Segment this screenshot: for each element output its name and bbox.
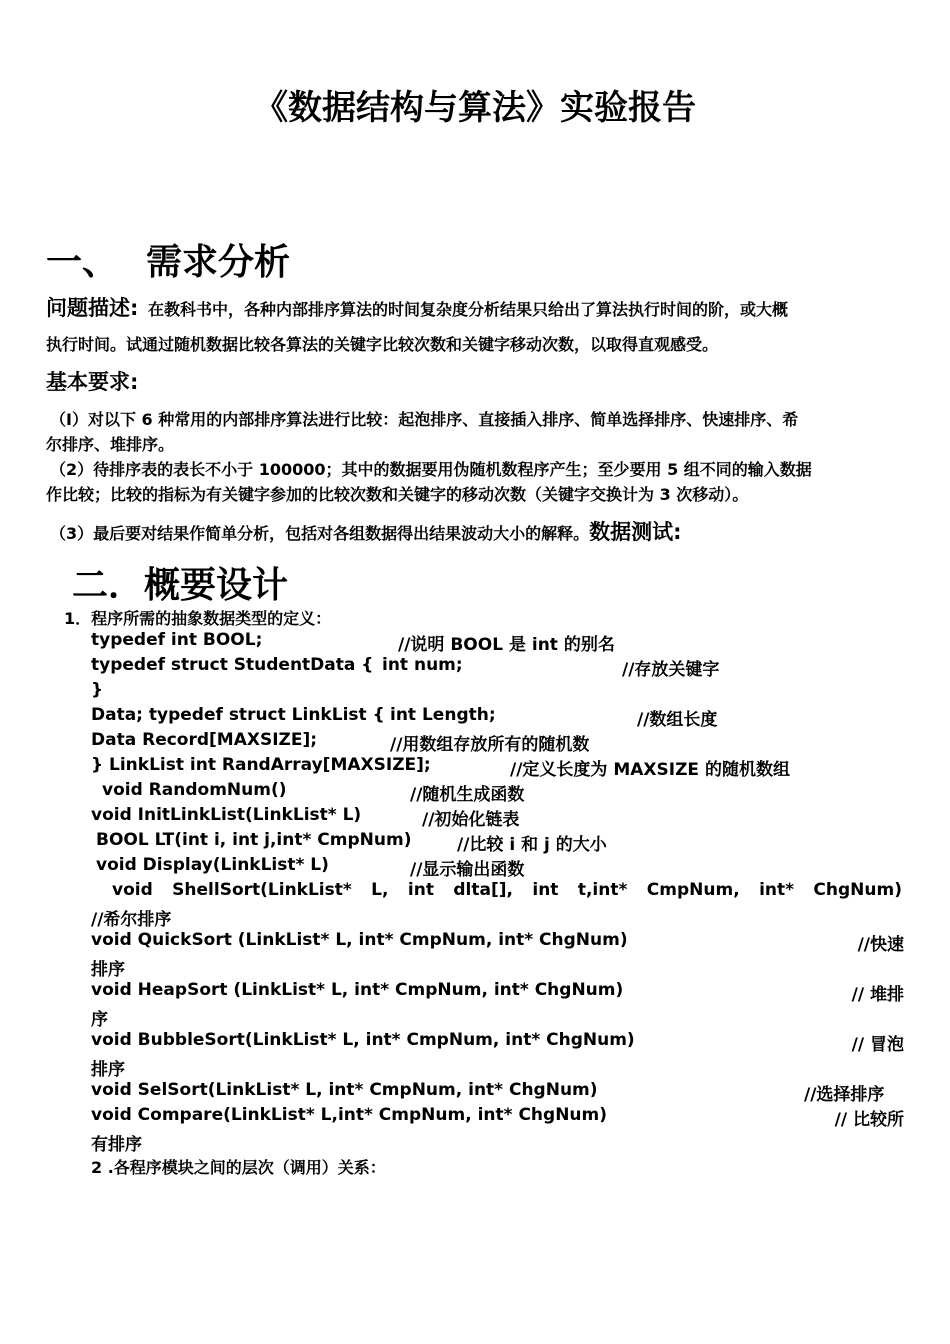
code-comment-10: //显示输出函数 bbox=[410, 860, 525, 880]
problem-label: 问题描述: bbox=[46, 296, 139, 320]
page-title: 《数据结构与算法》实验报告 bbox=[254, 88, 696, 128]
code-comment-1: //说明 BOOL 是 int 的别名 bbox=[398, 635, 615, 655]
code-comment-12b: 排序 bbox=[91, 960, 125, 980]
item2-title: 2 .各程序模块之间的层次（调用）关系： bbox=[91, 1158, 386, 1177]
code-comment-14b: 排序 bbox=[91, 1060, 125, 1080]
code-line-10: void Display(LinkList* L) bbox=[96, 855, 329, 875]
code-comment-4: //数组长度 bbox=[637, 710, 718, 730]
code-line-8: void InitLinkList(LinkList* L) bbox=[91, 805, 362, 825]
code-line-5: Data Record[MAXSIZE]; bbox=[91, 730, 318, 750]
code-line-1: typedef int BOOL; bbox=[91, 630, 263, 650]
code-line-11: void ShellSort(LinkList* L, int dlta[], int t,int* CmpNum, int* ChgNum) bbox=[112, 880, 902, 900]
code-comment-6: //定义长度为 MAXSIZE 的随机数组 bbox=[510, 760, 790, 780]
requirement-2-line-2: 作比较；比较的指标为有关键字参加的比较次数和关键字的移动次数（关键字交换计为 3 次移动）。 bbox=[46, 485, 749, 504]
code-line-14: void BubbleSort(LinkList* L, int* CmpNum, int* ChgNum) bbox=[91, 1030, 635, 1050]
code-comment-11: //希尔排序 bbox=[91, 910, 172, 930]
basic-requirements-label: 基本要求: bbox=[46, 370, 139, 394]
code-line-2: typedef struct StudentData { bbox=[91, 655, 374, 675]
requirement-3-text: （3）最后要对结果作简单分析，包括对各组数据得出结果波动大小的解释。 bbox=[50, 524, 590, 543]
code-comment-9: //比较 i 和 j 的大小 bbox=[457, 835, 607, 855]
code-comment-13b: 序 bbox=[91, 1010, 108, 1030]
code-line-4b: int Length; bbox=[390, 705, 496, 725]
data-test-label: 数据测试: bbox=[589, 520, 682, 544]
requirement-3 bbox=[50, 516, 682, 546]
code-comment-16a: // 比较所 bbox=[834, 1110, 904, 1130]
problem-text-1: 在教科书中，各种内部排序算法的时间复杂度分析结果只给出了算法执行时间的阶，或大概 bbox=[147, 300, 788, 319]
code-comment-7: //随机生成函数 bbox=[410, 785, 525, 805]
code-comment-2: //存放关键字 bbox=[622, 660, 720, 680]
code-line-15: void SelSort(LinkList* L, int* CmpNum, int* ChgNum) bbox=[91, 1080, 598, 1100]
section2-heading: 二．概要设计 bbox=[72, 565, 289, 606]
code-comment-5: //用数组存放所有的随机数 bbox=[390, 735, 590, 755]
code-line-6: } LinkList int RandArray[MAXSIZE]; bbox=[91, 755, 431, 775]
code-comment-15: //选择排序 bbox=[804, 1085, 885, 1105]
requirement-1-line-1: （I）对以下 6 种常用的内部排序算法进行比较：起泡排序、直接插入排序、简单选择排序、快速排序、希 bbox=[50, 410, 799, 429]
code-line-4: Data; typedef struct LinkList { bbox=[91, 705, 385, 725]
code-line-2b: int num; bbox=[382, 655, 463, 675]
code-comment-13a: // 堆排 bbox=[851, 985, 904, 1005]
code-line-3: } bbox=[91, 680, 104, 700]
problem-text-2: 执行时间。试通过随机数据比较各算法的关键字比较次数和关键字移动次数，以取得直观感受。 bbox=[46, 335, 719, 354]
code-line-9: BOOL LT(int i, int j,int* CmpNum) bbox=[96, 830, 412, 850]
section1-heading: 需求分析 bbox=[146, 242, 291, 283]
requirement-2-line-1: （2）待排序表的表长不小于 100000；其中的数据要用伪随机数程序产生；至少要用 5 组不同的输入数据 bbox=[50, 460, 812, 479]
code-line-12: void QuickSort (LinkList* L, int* CmpNum, int* ChgNum) bbox=[91, 930, 628, 950]
code-line-7: void RandomNum() bbox=[102, 780, 287, 800]
code-comment-12a: //快速 bbox=[857, 935, 904, 955]
code-comment-14a: // 冒泡 bbox=[851, 1035, 904, 1055]
code-comment-8: //初始化链表 bbox=[422, 810, 520, 830]
code-comment-16b: 有排序 bbox=[91, 1135, 142, 1155]
requirement-1-line-2: 尔排序、堆排序。 bbox=[46, 435, 175, 454]
code-line-13: void HeapSort (LinkList* L, int* CmpNum, int* ChgNum) bbox=[91, 980, 624, 1000]
problem-description bbox=[46, 292, 788, 322]
code-line-16: void Compare(LinkList* L,int* CmpNum, int* ChgNum) bbox=[91, 1105, 608, 1125]
item1-title: 1．程序所需的抽象数据类型的定义： bbox=[64, 609, 332, 628]
section1-number: 一、 bbox=[46, 242, 119, 283]
